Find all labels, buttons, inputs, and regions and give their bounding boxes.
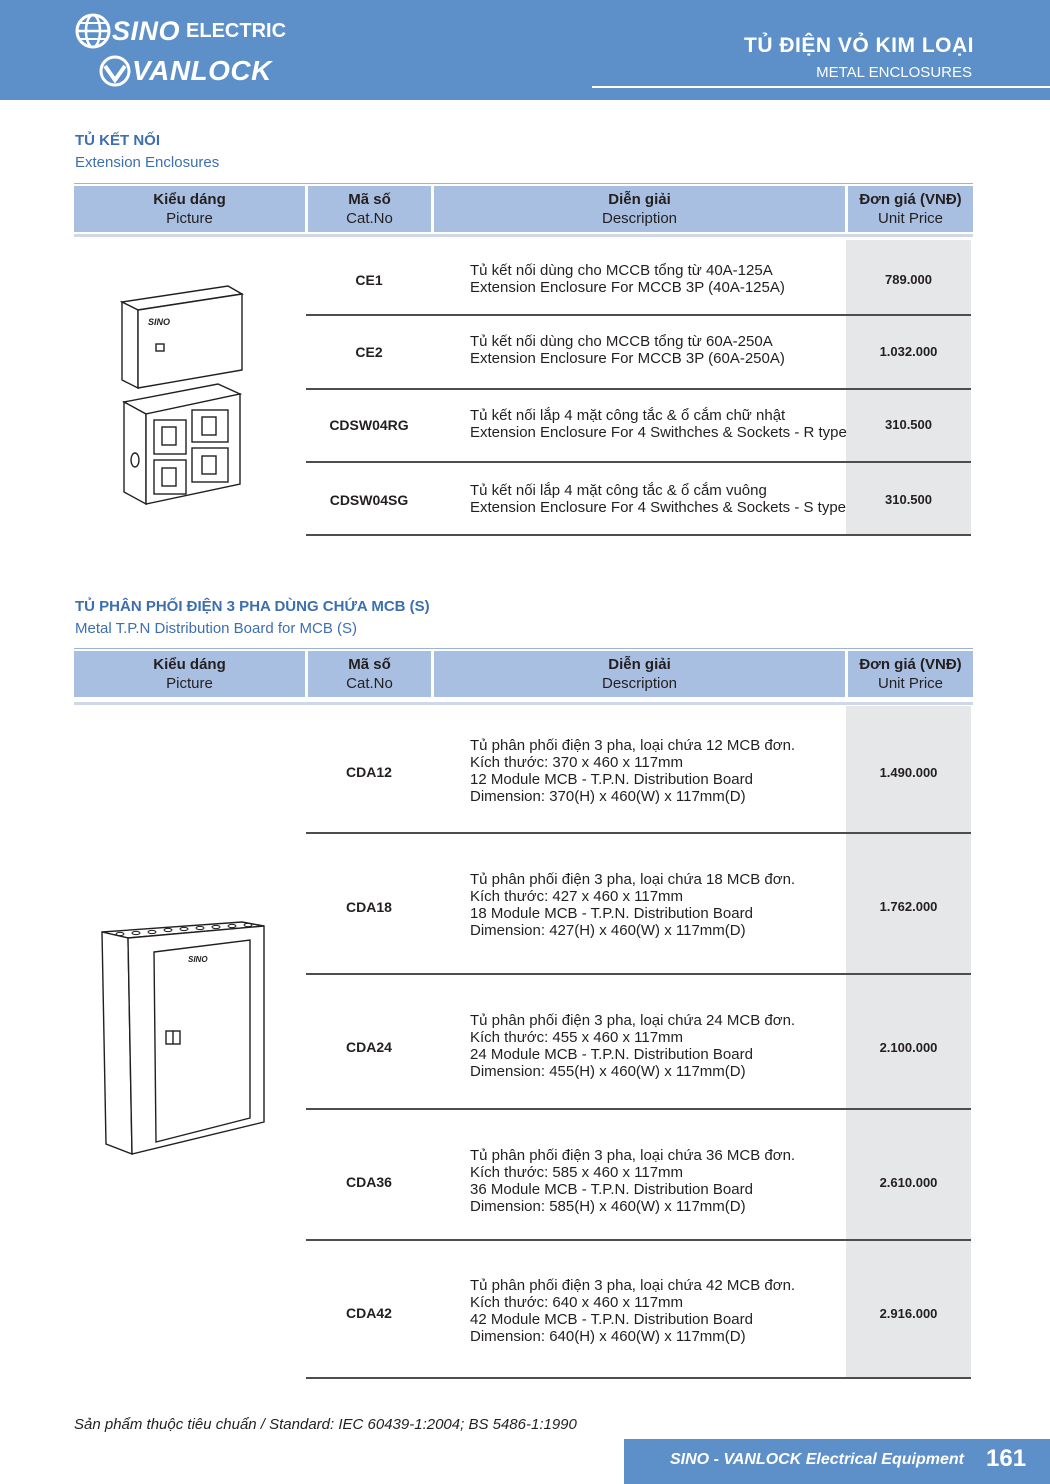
row-divider bbox=[306, 1377, 971, 1379]
header-rule bbox=[74, 702, 973, 705]
brand-logo bbox=[74, 8, 304, 94]
vanlock-logo-icon bbox=[98, 54, 132, 88]
table-row-price: 1.032.000 bbox=[879, 344, 938, 359]
section2-subtitle: Metal T.P.N Distribution Board for MCB (S) bbox=[75, 620, 358, 637]
standard-note: Sản phẩm thuộc tiêu chuẩn / Standard: IEC 60439-1:2004; BS 5486-1:1990 bbox=[74, 1416, 577, 1433]
globe-icon bbox=[74, 12, 112, 50]
col-picture: Kiểu dáng Picture bbox=[74, 651, 305, 697]
row-divider bbox=[306, 1239, 971, 1241]
col-unit-price: Đơn giá (VNĐ) Unit Price bbox=[848, 651, 973, 697]
table-row-desc: Tủ phân phối điện 3 pha, loại chứa 36 MCB đơn. Kích thước: 585 x 460 x 117mm 36 Module MCB - T.P.N. Distribution Board Dimension: 585(H) x 460(W) x 117mm(D) bbox=[470, 1147, 796, 1215]
col-description: Diễn giải Description bbox=[434, 186, 845, 232]
table-row-desc: Tủ phân phối điện 3 pha, loại chứa 24 MCB đơn. Kích thước: 455 x 460 x 117mm 24 Module MCB - T.P.N. Distribution Board Dimension: 455(H) x 460(W) x 117mm(D) bbox=[470, 1012, 796, 1080]
table-row-desc: Tủ kết nối lắp 4 mặt công tắc & ổ cắm chữ nhật Extension Enclosure For 4 Swithches & Sockets - R type bbox=[470, 407, 847, 441]
footer-brand: SINO - VANLOCK Electrical Equipment bbox=[670, 1451, 964, 1468]
row-divider bbox=[306, 314, 971, 316]
table-row-price: 1.762.000 bbox=[879, 899, 938, 914]
distribution-board-image bbox=[98, 918, 270, 1160]
table-row-cat: CDA18 bbox=[346, 899, 392, 915]
table-row-cat: CDA36 bbox=[346, 1174, 392, 1190]
page-header bbox=[0, 0, 1050, 100]
table-row-price: 1.490.000 bbox=[879, 765, 938, 780]
table-row-cat: CDSW04SG bbox=[329, 492, 409, 508]
section2-table-header bbox=[74, 648, 973, 699]
col-cat-no: Mã số Cat.No bbox=[308, 186, 431, 232]
table-row-cat: CE1 bbox=[355, 272, 383, 288]
table-row-desc: Tủ phân phối điện 3 pha, loại chứa 42 MCB đơn. Kích thước: 640 x 460 x 117mm 42 Module MCB - T.P.N. Distribution Board Dimension: 640(H) x 460(W) x 117mm(D) bbox=[470, 1277, 796, 1345]
table-row-cat: CDA42 bbox=[346, 1305, 392, 1321]
col-picture: Kiểu dáng Picture bbox=[74, 186, 305, 232]
page-subtitle: METAL ENCLOSURES bbox=[816, 64, 972, 81]
table-row-desc: Tủ kết nối lắp 4 mặt công tắc & ổ cắm vuông Extension Enclosure For 4 Swithches & Sockets - S type bbox=[470, 482, 847, 516]
row-divider bbox=[306, 461, 971, 463]
section1-title: TỦ KẾT NỐI bbox=[75, 132, 160, 149]
row-divider bbox=[306, 1108, 971, 1110]
table-row-price: 310.500 bbox=[885, 417, 932, 432]
table-row-price: 789.000 bbox=[885, 272, 932, 287]
section2-title: TỦ PHÂN PHỐI ĐIỆN 3 PHA DÙNG CHỨA MCB (S) bbox=[75, 598, 430, 615]
table-row-cat: CDSW04RG bbox=[329, 417, 409, 433]
table-row-desc: Tủ phân phối điện 3 pha, loại chứa 12 MCB đơn. Kích thước: 370 x 460 x 117mm 12 Module MCB - T.P.N. Distribution Board Dimension: 370(H) x 460(W) x 117mm(D) bbox=[470, 737, 796, 805]
row-divider bbox=[306, 973, 971, 975]
header-rule bbox=[74, 234, 973, 237]
board-brand-label: SINO bbox=[188, 955, 208, 964]
col-cat-no: Mã số Cat.No bbox=[308, 651, 431, 697]
page-number: 161 bbox=[986, 1445, 1027, 1472]
table-row-desc: Tủ kết nối dùng cho MCCB tổng từ 60A-250A Extension Enclosure For MCCB 3P (60A-250A) bbox=[470, 333, 785, 367]
row-divider bbox=[306, 832, 971, 834]
table-row-price: 310.500 bbox=[885, 492, 932, 507]
col-description: Diễn giải Description bbox=[434, 651, 845, 697]
table-row-cat: CDA12 bbox=[346, 764, 392, 780]
brand-name-sino: SINO bbox=[112, 15, 181, 46]
enclosure-brand-label: SINO bbox=[148, 317, 171, 327]
table-row-price: 2.610.000 bbox=[879, 1175, 938, 1190]
brand-name-electric: ELECTRIC bbox=[186, 19, 287, 42]
footer-bar bbox=[624, 1439, 1050, 1484]
table-row-desc: Tủ kết nối dùng cho MCCB tổng từ 40A-125A Extension Enclosure For MCCB 3P (40A-125A) bbox=[470, 262, 785, 296]
table-row-cat: CDA24 bbox=[346, 1039, 392, 1055]
page-title: TỦ ĐIỆN VỎ KIM LOẠI bbox=[744, 34, 974, 57]
table-row-desc: Tủ phân phối điện 3 pha, loại chứa 18 MCB đơn. Kích thước: 427 x 460 x 117mm 18 Module MCB - T.P.N. Distribution Board Dimension: 427(H) x 460(W) x 117mm(D) bbox=[470, 871, 796, 939]
header-divider bbox=[592, 86, 1050, 88]
row-divider bbox=[306, 388, 971, 390]
table-row-cat: CE2 bbox=[355, 344, 383, 360]
section1-subtitle: Extension Enclosures bbox=[75, 154, 220, 171]
col-unit-price: Đơn giá (VNĐ) Unit Price bbox=[848, 186, 973, 232]
table-row-price: 2.916.000 bbox=[879, 1306, 938, 1321]
section1-table-header bbox=[74, 183, 973, 234]
extension-enclosure-image bbox=[108, 280, 258, 510]
row-divider bbox=[306, 534, 971, 536]
table-row-price: 2.100.000 bbox=[879, 1040, 938, 1055]
brand-name-vanlock: VANLOCK bbox=[132, 55, 272, 86]
